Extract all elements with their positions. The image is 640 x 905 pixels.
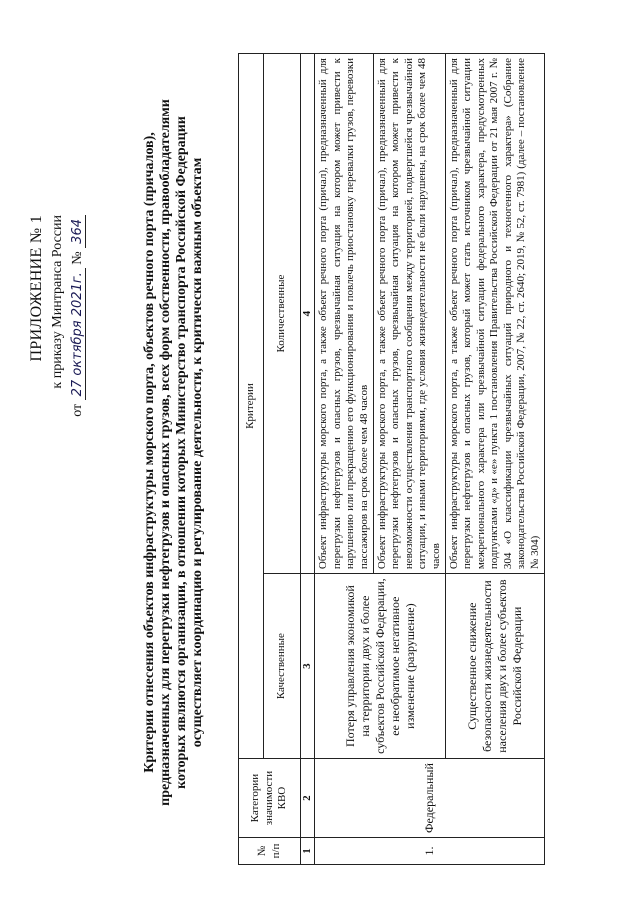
header-category: Категории значимости КВО: [239, 759, 301, 838]
column-number: 4: [301, 54, 315, 574]
table-subheader-row: [264, 54, 301, 865]
appendix-order-line: к приказу Минтранса России: [50, 215, 65, 389]
column-number: 3: [301, 574, 315, 759]
appendix-date-line: [70, 215, 86, 417]
handwritten-date: 27 октября 2021г.: [71, 268, 86, 400]
header-criteria: Критерии: [239, 54, 264, 759]
row-category: Федеральный: [315, 759, 545, 838]
row-number: 1.: [315, 838, 545, 865]
date-prefix: от: [70, 403, 85, 417]
table-row: [315, 54, 374, 865]
table-row: [446, 54, 545, 865]
quantitative-criterion: Объект инфраструктуры морского порта, а также объект речного порта (причал), предназначенный для перегрузки нефтегрузов и опасных грузов, чрезвычайная ситуация на котором может привести к нарушению или прекращению его функционирования и повлечь приостановку перевалки грузов, перевозки пассажиров на срок более чем 48 часов: [315, 54, 374, 574]
header-qualitative: Качественные: [264, 574, 301, 759]
handwritten-number: 364: [71, 215, 86, 248]
qualitative-criterion: Потеря управления экономикой на территории двух и более субъектов Российской Федерации, ее необратимое негативное изменение (разрушение): [315, 574, 446, 759]
criteria-table: [238, 53, 545, 865]
column-number: 1: [301, 838, 315, 865]
header-no: № п/п: [239, 838, 301, 865]
appendix-title: ПРИЛОЖЕНИЕ № 1: [28, 215, 45, 362]
quantitative-criterion: Объект инфраструктуры морского порта, а также объект речного порта (причал), предназначенный для перегрузки нефтегрузов и опасных грузов, чрезвычайная ситуация на котором может привести к невозможности осуществления транспортного сообщения между территорией, подвергшейся чрезвычайной ситуации, и иными территориями, где условия жизнедеятельности не были нарушены, на срок более чем 48 часов: [374, 54, 446, 574]
header-quantitative: Количественные: [264, 54, 301, 574]
document-title: Критерии отнесения объектов инфраструктуры морского порта, объектов речного порта (причалов), предназначенных для перегрузки нефтегрузов и опасных грузов, всех форм собственности, правообладателями которых являются организации, в отношении которых Министерство транспорта Российской Федерации осуществляет координацию и регулирование деятельности, к критически важным объектам: [142, 99, 206, 806]
number-prefix: №: [70, 251, 85, 265]
column-number: 2: [301, 759, 315, 838]
qualitative-criterion: Существенное снижение безопасности жизнедеятельности населения двух и более субъектов Российской Федерации: [446, 574, 545, 759]
table-header-row: [239, 54, 264, 865]
quantitative-criterion: Объект инфраструктуры морского порта, а также объект речного порта (причал), предназначенный для перегрузки нефтегрузов и опасных грузов, который может стать источником чрезвычайной ситуации межрегионального характера или чрезвычайной ситуации федерального характера, предусмотренных подпунктами «д» и «е» пункта 1 постановления Правительства Российской Федерации от 21 мая 2007 г. № 304 «О классификации чрезвычайных ситуаций природного и техногенного характера» (Собрание законодательства Российской Федерации, 2007, № 22, ст. 2640; 2019, № 52, ст. 7981) (далее – постановление № 304): [446, 54, 545, 574]
column-numbers-row: [301, 54, 315, 865]
